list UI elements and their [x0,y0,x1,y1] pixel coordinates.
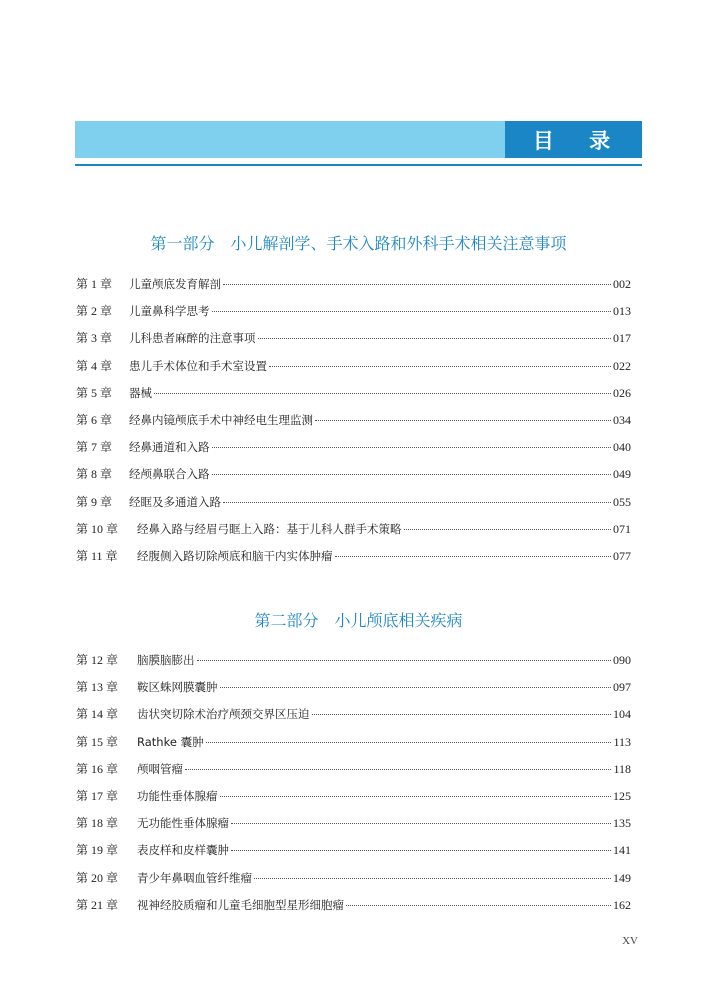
page-title: 目 录 [505,121,642,158]
chapter-number: 第 4 章 [76,358,113,373]
chapter-page: 026 [613,385,631,400]
chapter-page: 104 [613,707,631,722]
dot-leader [254,878,611,879]
toc-entry[interactable] [76,275,631,302]
chapter-number: 第 13 章 [76,680,119,695]
chapter-number: 第 12 章 [76,653,119,667]
chapter-title: 经鼻内镜颅底手术中神经电生理监测 [129,412,313,427]
chapter-page: 013 [613,304,631,319]
toc-entry[interactable] [76,493,631,520]
chapter-title: 鞍区蛛网膜囊肿 [137,680,218,695]
chapter-page: 022 [613,358,631,373]
chapter-title: 齿状突切除术治疗颅颈交界区压迫 [137,707,310,722]
dot-leader [220,687,612,688]
part-heading-1: 第一部分 小儿解剖学、手术入路和外科手术相关注意事项 [150,234,567,253]
chapter-page: 162 [613,897,631,912]
dot-leader [231,823,611,824]
chapter-title: 器械 [129,385,152,400]
chapter-number: 第 10 章 [76,521,119,536]
page-number: XV [622,935,638,947]
toc-entry[interactable] [76,733,631,760]
toc-entry[interactable] [76,787,631,814]
part-heading-2: 第二部分 小儿颅底相关疾病 [254,611,463,630]
chapter-title: 儿童鼻科学思考 [129,304,210,319]
dot-leader [212,474,612,475]
chapter-number: 第 21 章 [76,897,119,912]
toc-entry[interactable] [76,841,631,868]
dot-leader [223,284,611,285]
chapter-number: 第 8 章 [76,467,113,482]
chapter-title: 经颅鼻联合入路 [129,467,210,482]
chapter-page: 049 [613,467,631,482]
chapter-page: 113 [613,734,631,749]
chapter-number: 第 1 章 [76,277,113,291]
toc-entry[interactable] [76,411,631,438]
chapter-page: 002 [613,277,631,291]
chapter-page: 077 [613,548,631,563]
chapter-number: 第 16 章 [76,761,119,776]
chapter-title: 视神经胶质瘤和儿童毛细胞型星形细胞瘤 [137,897,344,912]
dot-leader [223,502,611,503]
dot-leader [206,742,612,743]
chapter-title: 经腹侧入路切除颅底和脑干内实体肿瘤 [137,548,333,563]
chapter-page: 017 [613,331,631,346]
chapter-page: 125 [613,788,631,803]
chapter-number: 第 19 章 [76,843,119,858]
toc-entry[interactable] [76,465,631,492]
toc-entry[interactable] [76,705,631,732]
chapter-number: 第 5 章 [76,385,113,400]
chapter-number: 第 14 章 [76,707,119,722]
toc-entry[interactable] [76,760,631,787]
chapter-number: 第 7 章 [76,440,113,455]
dot-leader [197,660,612,661]
toc-entry[interactable] [76,438,631,465]
toc-list-part-1 [76,275,631,574]
toc-entry[interactable] [76,651,631,678]
chapter-number: 第 9 章 [76,494,113,509]
dot-leader [269,366,611,367]
dot-leader [231,850,611,851]
dot-leader [212,311,612,312]
chapter-page: 118 [613,761,631,776]
chapter-title: 表皮样和皮样囊肿 [137,843,229,858]
chapter-title: Rathke 囊肿 [137,734,204,749]
chapter-page: 055 [613,494,631,509]
chapter-number: 第 17 章 [76,788,119,803]
toc-entry[interactable] [76,520,631,547]
toc-entry[interactable] [76,384,631,411]
dot-leader [185,769,611,770]
dot-leader [404,529,612,530]
title-banner [75,121,642,158]
dot-leader [154,393,611,394]
dot-leader [258,338,612,339]
toc-entry[interactable] [76,869,631,896]
toc-entry[interactable] [76,547,631,574]
chapter-page: 040 [613,440,631,455]
toc-entry[interactable] [76,896,631,923]
chapter-number: 第 18 章 [76,816,119,831]
chapter-page: 090 [613,653,631,667]
chapter-title: 脑膜脑膨出 [137,653,195,667]
toc-entry[interactable] [76,302,631,329]
chapter-title: 功能性垂体腺瘤 [137,788,218,803]
chapter-number: 第 11 章 [76,548,118,563]
toc-entry[interactable] [76,678,631,705]
chapter-title: 经鼻通道和入路 [129,440,210,455]
chapter-number: 第 2 章 [76,304,113,319]
dot-leader [346,905,611,906]
dot-leader [315,420,611,421]
chapter-title: 患儿手术体位和手术室设置 [129,358,267,373]
chapter-number: 第 20 章 [76,870,119,885]
dot-leader [335,556,612,557]
dot-leader [312,714,612,715]
chapter-page: 071 [613,521,631,536]
chapter-page: 034 [613,412,631,427]
toc-entry[interactable] [76,357,631,384]
chapter-title: 经眶及多通道入路 [129,494,221,509]
chapter-number: 第 15 章 [76,734,119,749]
dot-leader [212,447,612,448]
chapter-title: 儿科患者麻醉的注意事项 [129,331,256,346]
toc-list-part-2 [76,651,631,923]
chapter-title: 儿童颅底发育解剖 [129,277,221,291]
chapter-page: 097 [613,680,631,695]
toc-entry[interactable] [76,814,631,841]
chapter-page: 141 [613,843,631,858]
chapter-title: 青少年鼻咽血管纤维瘤 [137,870,252,885]
chapter-title: 无功能性垂体腺瘤 [137,816,229,831]
chapter-title: 颅咽管瘤 [137,761,183,776]
chapter-number: 第 3 章 [76,331,113,346]
chapter-page: 135 [613,816,631,831]
banner-divider [75,164,642,166]
chapter-title: 经鼻入路与经眉弓眶上入路：基于儿科人群手术策略 [137,521,402,536]
chapter-page: 149 [613,870,631,885]
chapter-number: 第 6 章 [76,412,113,427]
dot-leader [220,796,612,797]
toc-entry[interactable] [76,329,631,356]
